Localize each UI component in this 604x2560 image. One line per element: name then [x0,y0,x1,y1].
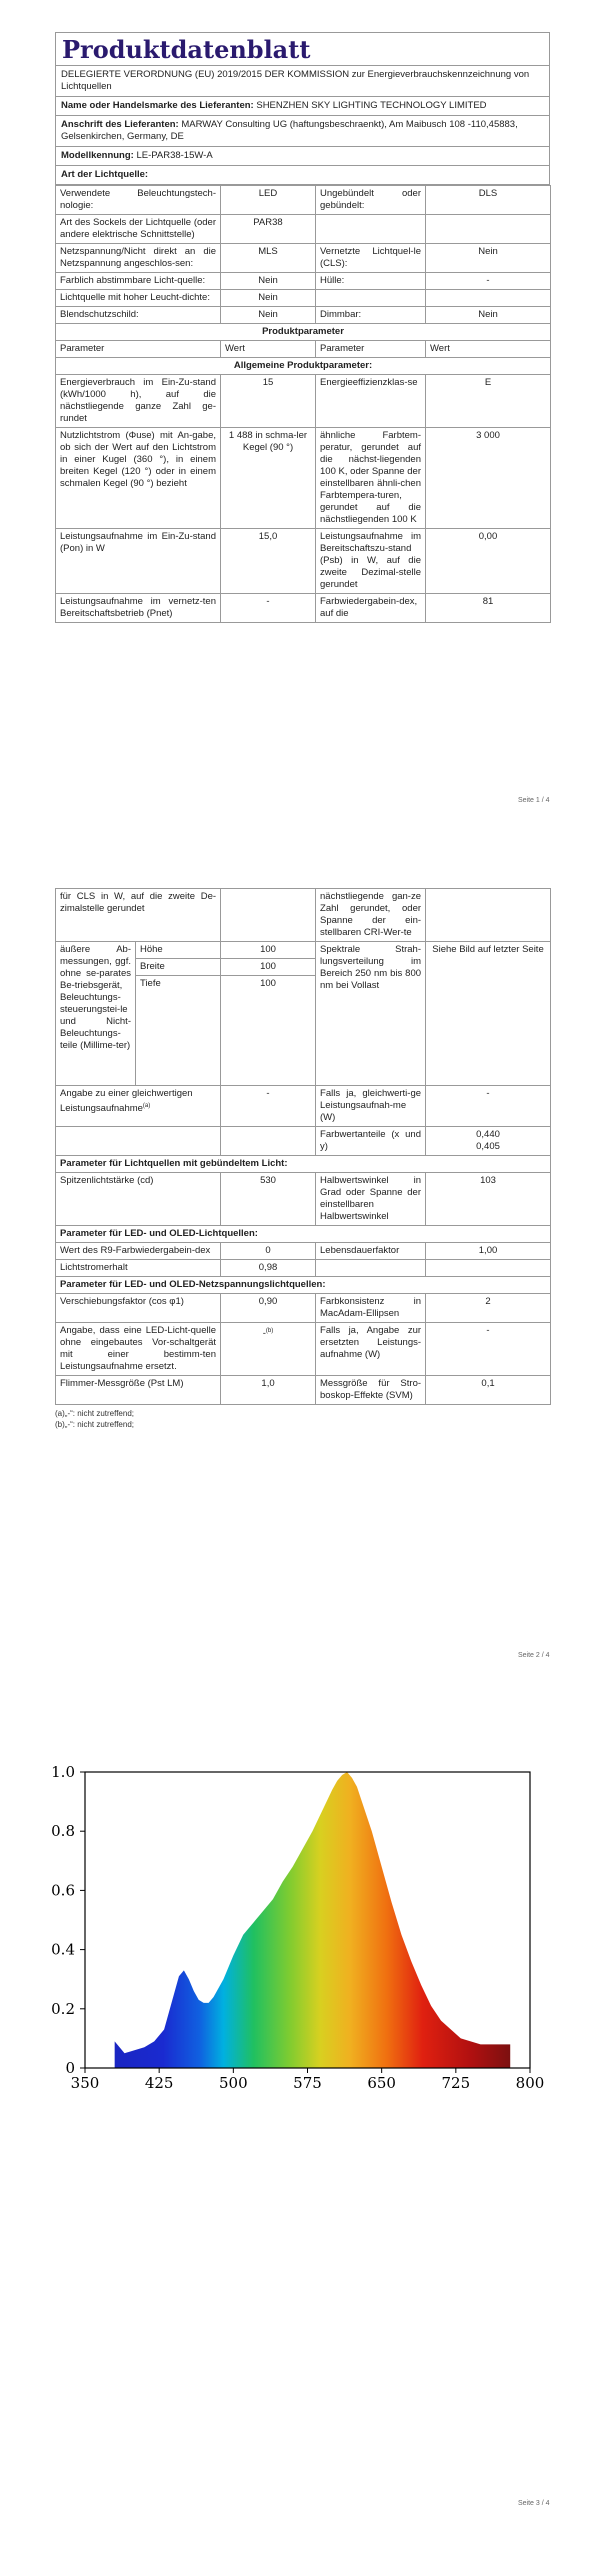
table-row [56,1086,551,1127]
table-cell: Falls ja, gleichwerti-ge Leistungsaufnah-me (W) [316,1086,426,1127]
address-label: Anschrift des Lieferanten: [61,119,179,130]
table-row [56,307,551,324]
table-row [56,428,551,529]
address-row [56,115,549,146]
column-header: Wert [426,341,551,358]
x-tick-label: 425 [144,2074,174,2092]
table-cell: Farblich abstimmbare Licht-quelle: [56,273,221,290]
page-number: Seite 3 / 4 [518,2500,550,2507]
dimensions-label: äußere Ab-messungen, ggf. ohne se-parates Be-triebsgerät, Beleuchtungs-steuerungstei-le und Nicht-Beleuchtungs-teile (Millime-ter) [56,942,136,1086]
x-tick-label: 575 [293,2074,322,2092]
table-cell: Siehe Bild auf letzter Seite [426,942,551,1086]
section-row [56,1277,551,1294]
product-parameters-table-continued [55,888,551,1405]
table-cell: 0,1 [426,1376,551,1405]
chroma-y-value: 0,405 [476,1141,500,1152]
page-2 [0,880,604,1680]
table-cell: Wert des R9-Farbwiedergabein-dex [56,1243,221,1260]
spectral-distribution-chart [0,1750,604,2130]
page-1-content [55,32,550,623]
table-cell [426,215,551,244]
table-cell: Leistungsaufnahme im Ein-Zu-stand (Pon) in W [56,529,221,594]
footnote-marker: (b) [265,1328,274,1334]
column-header-row [56,341,551,358]
table-cell: Blendschutzschild: [56,307,221,324]
column-header: Parameter [316,341,426,358]
y-tick-label: 0.8 [51,1822,75,1841]
table-cell: Angabe, dass eine LED-Licht-quelle ohne eingebautes Vor-schaltgerät mit einer bestimm-ten Leistungsaufnahme ersetzt. [56,1323,221,1376]
table-cell: Nein [426,307,551,324]
table-cell: 81 [426,594,551,623]
footnote-marker: (a) [142,1103,151,1109]
dimension-label: Höhe [136,942,221,959]
table-cell: 530 [221,1173,316,1226]
table-cell [426,889,551,942]
table-cell: Verwendete Beleuchtungstech-nologie: [56,186,221,215]
table-row [56,215,551,244]
dimension-label: Breite [136,959,221,976]
table-cell: 1,0 [221,1376,316,1405]
document-title: Produktdatenblatt [55,32,550,65]
table-cell: Netzspannung/Nicht direkt an die Netzspannung angeschlos-sen: [56,244,221,273]
y-tick-label: 1.0 [51,1763,75,1781]
product-parameters-heading: Produktparameter [56,324,551,341]
table-cell: Lebensdauerfaktor [316,1243,426,1260]
table-cell: 2 [426,1294,551,1323]
table-cell: Hülle: [316,273,426,290]
table-cell [316,290,426,307]
table-row [56,375,551,428]
table-cell: Messgröße für Stro-boskop-Effekte (SVM) [316,1376,426,1405]
table-cell: Lichtstromerhalt [56,1260,221,1277]
footnote-a: (a)„-“: nicht zutreffend; [55,1409,134,1418]
table-row [56,273,551,290]
page-3 [0,1700,604,2560]
table-row [56,1294,551,1323]
table-row [56,1243,551,1260]
table-row [56,942,551,959]
table-cell: Dimmbar: [316,307,426,324]
table-cell: Verschiebungsfaktor (cos φ1) [56,1294,221,1323]
table-row [56,889,551,942]
dimension-value: 100 [221,942,316,959]
table-cell: Falls ja, Angabe zur ersetzten Leistungs-aufnahme (W) [316,1323,426,1376]
x-tick-label: 350 [70,2074,100,2092]
mains-heading: Parameter für LED- und OLED-Netzspannungslichtquellen: [56,1277,551,1294]
model-row [56,146,549,165]
equivalent-power-label: Angabe zu einer gleichwertigen Leistungsaufnahme [60,1088,193,1115]
table-row [56,529,551,594]
address-value: MARWAY Consulting UG (haftungsbeschraenkt), Am Maibusch 108 -110,45883, Gelsenkirchen, Germany, DE [61,119,518,142]
general-parameters-heading: Allgemeine Produktparameter: [56,358,551,375]
header-box [55,65,550,185]
led-heading: Parameter für LED- und OLED-Lichtquellen: [56,1226,551,1243]
table-cell: Lichtquelle mit hoher Leucht-dichte: [56,290,221,307]
table-cell: Art des Sockels der Lichtquelle (oder andere elektrische Schnittstelle) [56,215,221,244]
table-cell: Spitzenlichtstärke (cd) [56,1173,221,1226]
table-cell [221,1323,316,1376]
table-cell: - [426,1086,551,1127]
table-cell: 15 [221,375,316,428]
table-cell: ähnliche Farbtem-peratur, gerundet auf die nächst-liegenden 100 K, oder Spanne der einstellbaren ähnli-chen Farbtempera-turen, gerundet auf die nächstliegenden 100 K [316,428,426,529]
table-row [56,1173,551,1226]
column-header: Parameter [56,341,221,358]
table-cell: Flimmer-Messgröße (Pst LM) [56,1376,221,1405]
table-cell: Leistungsaufnahme im vernetz-ten Bereitschaftsbetrieb (Pnet) [56,594,221,623]
table-cell: Farbkonsistenz in MacAdam-Ellipsen [316,1294,426,1323]
table-cell: 1 488 in schma-ler Kegel (90 °) [221,428,316,529]
y-tick-label: 0.6 [51,1881,75,1900]
section-row [56,1156,551,1173]
table-cell: 0 [221,1243,316,1260]
lightsource-type-heading: Art der Lichtquelle: [56,165,549,184]
regulation-text: DELEGIERTE VERORDNUNG (EU) 2019/2015 DER KOMMISSION zur Energieverbrauchskennzeichnung von Lichtquellen [61,69,530,92]
table-cell: Farbwiedergabein-dex, auf die [316,594,426,623]
table-cell: Leistungsaufnahme im Bereitschaftszu-stand (Psb) in W, auf die zweite Dezimal-stelle gerundet [316,529,426,594]
table-cell: 0,00 [426,529,551,594]
supplier-label: Name oder Handelsmarke des Lieferanten: [61,100,254,111]
table-cell: 15,0 [221,529,316,594]
section-row [56,324,551,341]
table-cell: 1,00 [426,1243,551,1260]
table-cell: Spektrale Strah-lungsverteilung im Bereich 250 nm bis 800 nm bei Vollast [316,942,426,1086]
spectrum-area [115,1772,511,2068]
table-cell: - [221,1086,316,1127]
replace-value: - [262,1328,266,1340]
table-cell: - [426,273,551,290]
table-cell: PAR38 [221,215,316,244]
table-cell: Nein [426,244,551,273]
table-cell [426,1127,551,1156]
supplier-value: SHENZHEN SKY LIGHTING TECHNOLOGY LIMITED [256,100,487,111]
table-cell: Energieverbrauch im Ein-Zu-stand (kWh/1000 h), auf die nächstliegende ganze Zahl ge-rundet [56,375,221,428]
table-cell: 0,98 [221,1260,316,1277]
x-tick-label: 650 [367,2074,396,2092]
dimension-value: 100 [221,976,316,1086]
table-cell: 103 [426,1173,551,1226]
x-tick-label: 800 [515,2074,545,2092]
page-1 [0,0,604,830]
table-cell: Nutzlichtstrom (Φuse) mit An-gabe, ob sich der Wert auf den Lichtstrom in einer Kugel (360 °), in einem breiten Kegel (120 °) oder in einem schmalen Kegel (90 °) bezieht [56,428,221,529]
table-row [56,1323,551,1376]
table-cell: Halbwertswinkel in Grad oder Spanne der einstellbaren Halbwertswinkel [316,1173,426,1226]
directional-heading: Parameter für Lichtquellen mit gebündeltem Licht: [56,1156,551,1173]
table-row [56,186,551,215]
model-label: Modellkennung: [61,150,134,161]
table-cell: - [426,1323,551,1376]
model-value: LE-PAR38-15W-A [136,150,213,161]
table-row [56,290,551,307]
y-tick-label: 0.4 [51,1940,75,1959]
table-cell [316,215,426,244]
table-cell: 0,90 [221,1294,316,1323]
table-cell [221,1127,316,1156]
table-cell: Nein [221,307,316,324]
table-cell: Nein [221,273,316,290]
lightsource-type-table [55,185,551,623]
table-row [56,244,551,273]
table-cell [56,1127,221,1156]
table-cell [426,1260,551,1277]
section-row [56,1226,551,1243]
table-cell: E [426,375,551,428]
table-cell [426,290,551,307]
table-cell: LED [221,186,316,215]
chroma-x-value: 0,440 [476,1129,500,1140]
table-cell [221,889,316,942]
table-row [56,1376,551,1405]
dimension-label: Tiefe [136,976,221,1086]
supplier-row [56,96,549,115]
column-header: Wert [221,341,316,358]
x-tick-label: 725 [441,2074,471,2092]
table-cell [56,1086,221,1127]
page-number: Seite 2 / 4 [518,1652,550,1659]
page-number: Seite 1 / 4 [518,797,550,804]
y-tick-label: 0.2 [51,1999,75,2018]
page-2-content [55,888,550,1429]
table-cell: Ungebündelt oder gebündelt: [316,186,426,215]
table-cell: 3 000 [426,428,551,529]
table-cell: nächstliegende gan-ze Zahl gerundet, oder Spanne der ein-stellbaren CRI-Wer-te [316,889,426,942]
table-row [56,1260,551,1277]
y-tick-label: 0 [65,2059,75,2077]
section-row [56,358,551,375]
table-cell [316,1260,426,1277]
table-cell: Energieeffizienzklas-se [316,375,426,428]
table-cell: Vernetzte Lichtquel-le (CLS): [316,244,426,273]
x-tick-label: 500 [219,2074,248,2092]
table-cell: - [221,594,316,623]
table-cell: MLS [221,244,316,273]
table-cell: Nein [221,290,316,307]
table-row [56,594,551,623]
table-cell: DLS [426,186,551,215]
table-cell: für CLS in W, auf die zweite De-zimalstelle gerundet [56,889,221,942]
dimension-value: 100 [221,959,316,976]
table-row [56,1127,551,1156]
footnote-b: (b)„-“: nicht zutreffend; [55,1420,134,1429]
table-cell: Farbwertanteile (x und y) [316,1127,426,1156]
